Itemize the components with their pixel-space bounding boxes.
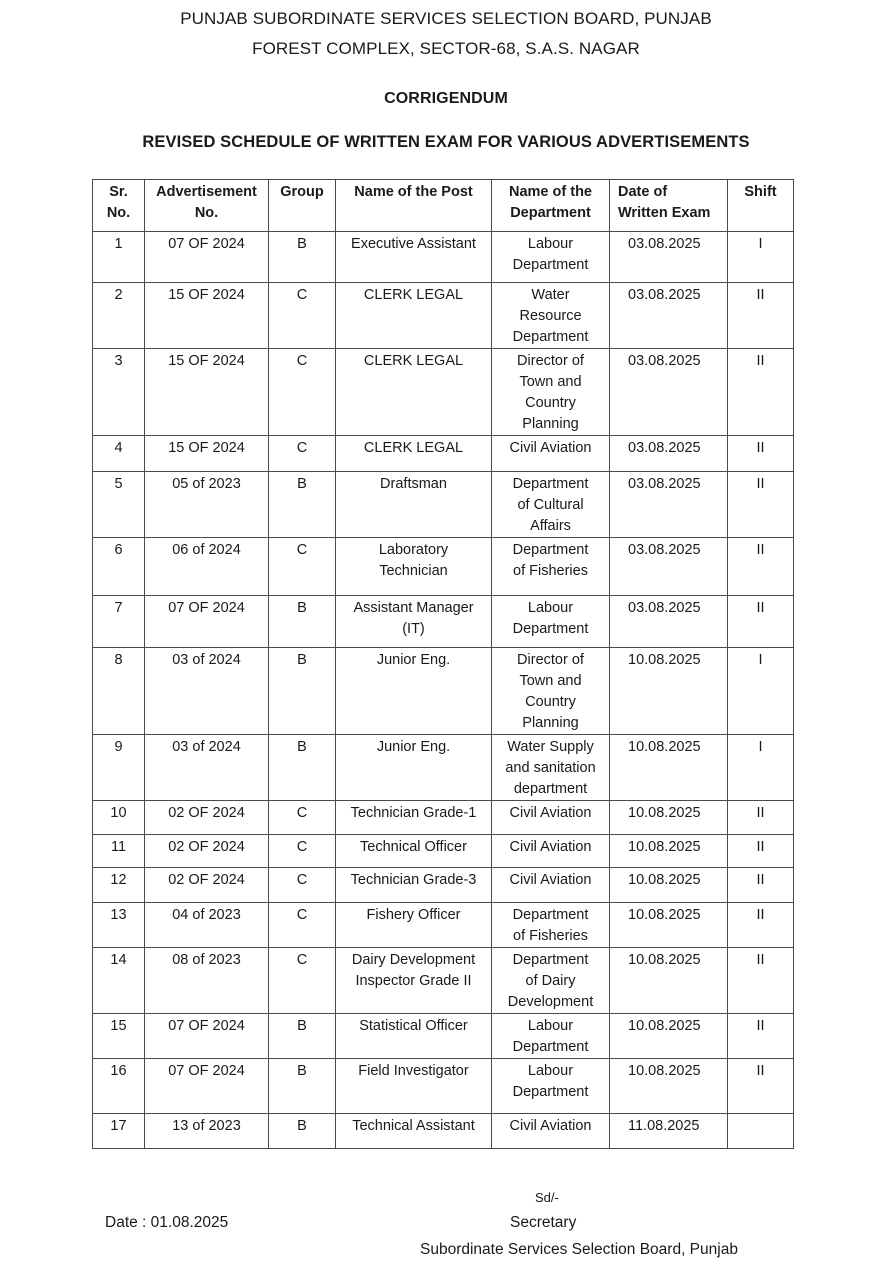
cell-advertisement-no: 03 of 2024 xyxy=(145,735,269,801)
cell-shift: II xyxy=(728,948,794,1014)
cell-sr-no: 11 xyxy=(93,835,145,868)
cell-sr-no: 14 xyxy=(93,948,145,1014)
cell-shift: II xyxy=(728,1059,794,1114)
cell-exam-date: 10.08.2025 xyxy=(610,1014,728,1059)
cell-shift: II xyxy=(728,903,794,948)
cell-department: Water Resource Department xyxy=(492,283,610,349)
cell-exam-date: 03.08.2025 xyxy=(610,283,728,349)
cell-advertisement-no: 08 of 2023 xyxy=(145,948,269,1014)
cell-group: B xyxy=(269,1114,336,1149)
cell-group: B xyxy=(269,1059,336,1114)
cell-sr-no: 6 xyxy=(93,538,145,596)
cell-group: C xyxy=(269,801,336,835)
cell-exam-date: 10.08.2025 xyxy=(610,903,728,948)
cell-advertisement-no: 05 of 2023 xyxy=(145,472,269,538)
cell-group: C xyxy=(269,349,336,436)
cell-advertisement-no: 13 of 2023 xyxy=(145,1114,269,1149)
table-row xyxy=(93,436,794,472)
board-address: FOREST COMPLEX, SECTOR-68, S.A.S. NAGAR xyxy=(252,39,640,58)
cell-department: Civil Aviation xyxy=(492,835,610,868)
cell-post-name: CLERK LEGAL xyxy=(336,349,492,436)
cell-exam-date: 03.08.2025 xyxy=(610,472,728,538)
cell-shift: II xyxy=(728,596,794,648)
signatory-organisation: Subordinate Services Selection Board, Punjab xyxy=(420,1241,738,1258)
cell-advertisement-no: 07 OF 2024 xyxy=(145,232,269,283)
cell-exam-date: 03.08.2025 xyxy=(610,349,728,436)
cell-sr-no: 4 xyxy=(93,436,145,472)
cell-shift: I xyxy=(728,735,794,801)
cell-sr-no: 8 xyxy=(93,648,145,735)
cell-post-name: Technician Grade-1 xyxy=(336,801,492,835)
table-row xyxy=(93,801,794,835)
cell-post-name: Dairy Development Inspector Grade II xyxy=(336,948,492,1014)
cell-group: B xyxy=(269,232,336,283)
cell-advertisement-no: 02 OF 2024 xyxy=(145,868,269,903)
cell-post-name: Technician Grade-3 xyxy=(336,868,492,903)
col-header-advertisement-no: Advertisement No. xyxy=(145,180,269,232)
cell-sr-no: 13 xyxy=(93,903,145,948)
cell-group: C xyxy=(269,835,336,868)
cell-advertisement-no: 06 of 2024 xyxy=(145,538,269,596)
cell-exam-date: 10.08.2025 xyxy=(610,1059,728,1114)
cell-exam-date: 11.08.2025 xyxy=(610,1114,728,1149)
cell-post-name: CLERK LEGAL xyxy=(336,436,492,472)
cell-post-name: Laboratory Technician xyxy=(336,538,492,596)
col-header-sr-no: Sr. No. xyxy=(93,180,145,232)
cell-exam-date: 03.08.2025 xyxy=(610,596,728,648)
cell-department: Labour Department xyxy=(492,1059,610,1114)
cell-shift: II xyxy=(728,349,794,436)
cell-shift: II xyxy=(728,801,794,835)
cell-post-name: Statistical Officer xyxy=(336,1014,492,1059)
cell-advertisement-no: 07 OF 2024 xyxy=(145,1059,269,1114)
cell-group: B xyxy=(269,735,336,801)
table-row xyxy=(93,349,794,436)
table-row xyxy=(93,1059,794,1114)
cell-sr-no: 16 xyxy=(93,1059,145,1114)
cell-group: B xyxy=(269,472,336,538)
cell-post-name: Fishery Officer xyxy=(336,903,492,948)
cell-shift: II xyxy=(728,868,794,903)
table-row xyxy=(93,868,794,903)
cell-advertisement-no: 02 OF 2024 xyxy=(145,835,269,868)
col-header-shift: Shift xyxy=(728,180,794,232)
cell-group: C xyxy=(269,538,336,596)
issue-date: Date : 01.08.2025 xyxy=(105,1214,229,1231)
cell-department: Civil Aviation xyxy=(492,868,610,903)
cell-department: Department of Dairy Development xyxy=(492,948,610,1014)
cell-advertisement-no: 15 OF 2024 xyxy=(145,436,269,472)
cell-shift: I xyxy=(728,648,794,735)
cell-post-name: CLERK LEGAL xyxy=(336,283,492,349)
cell-advertisement-no: 07 OF 2024 xyxy=(145,596,269,648)
cell-department: Department of Fisheries xyxy=(492,538,610,596)
cell-department: Labour Department xyxy=(492,232,610,283)
cell-department: Labour Department xyxy=(492,1014,610,1059)
cell-sr-no: 2 xyxy=(93,283,145,349)
cell-post-name: Assistant Manager (IT) xyxy=(336,596,492,648)
cell-department: Water Supply and sanitation department xyxy=(492,735,610,801)
cell-advertisement-no: 15 OF 2024 xyxy=(145,283,269,349)
cell-post-name: Junior Eng. xyxy=(336,648,492,735)
table-row xyxy=(93,283,794,349)
cell-department: Civil Aviation xyxy=(492,1114,610,1149)
cell-post-name: Technical Officer xyxy=(336,835,492,868)
cell-shift: II xyxy=(728,835,794,868)
cell-advertisement-no: 03 of 2024 xyxy=(145,648,269,735)
col-header-exam-date: Date of Written Exam xyxy=(610,180,728,232)
cell-post-name: Draftsman xyxy=(336,472,492,538)
cell-department: Civil Aviation xyxy=(492,801,610,835)
cell-exam-date: 10.08.2025 xyxy=(610,835,728,868)
table-row xyxy=(93,596,794,648)
cell-exam-date: 10.08.2025 xyxy=(610,801,728,835)
cell-shift: II xyxy=(728,436,794,472)
cell-group: C xyxy=(269,283,336,349)
cell-group: C xyxy=(269,868,336,903)
cell-shift: II xyxy=(728,1014,794,1059)
cell-advertisement-no: 02 OF 2024 xyxy=(145,801,269,835)
exam-schedule-table xyxy=(92,179,794,1149)
table-row xyxy=(93,1014,794,1059)
cell-department: Department of Fisheries xyxy=(492,903,610,948)
cell-group: C xyxy=(269,903,336,948)
cell-sr-no: 17 xyxy=(93,1114,145,1149)
cell-sr-no: 3 xyxy=(93,349,145,436)
cell-exam-date: 03.08.2025 xyxy=(610,232,728,283)
cell-sr-no: 1 xyxy=(93,232,145,283)
cell-group: B xyxy=(269,596,336,648)
cell-sr-no: 7 xyxy=(93,596,145,648)
cell-shift: I xyxy=(728,232,794,283)
cell-advertisement-no: 15 OF 2024 xyxy=(145,349,269,436)
cell-sr-no: 12 xyxy=(93,868,145,903)
notice-subject-heading: REVISED SCHEDULE OF WRITTEN EXAM FOR VARIOUS ADVERTISEMENTS xyxy=(142,133,750,151)
cell-group: B xyxy=(269,1014,336,1059)
cell-department: Labour Department xyxy=(492,596,610,648)
cell-group: C xyxy=(269,948,336,1014)
table-header-row xyxy=(93,180,794,232)
cell-department: Director of Town and Country Planning xyxy=(492,648,610,735)
cell-sr-no: 15 xyxy=(93,1014,145,1059)
cell-sr-no: 5 xyxy=(93,472,145,538)
signatory-designation: Secretary xyxy=(510,1214,577,1231)
cell-department: Civil Aviation xyxy=(492,436,610,472)
signed-mark: Sd/- xyxy=(535,1190,559,1205)
cell-shift xyxy=(728,1114,794,1149)
table-row xyxy=(93,538,794,596)
cell-exam-date: 03.08.2025 xyxy=(610,436,728,472)
cell-exam-date: 10.08.2025 xyxy=(610,948,728,1014)
notice-type-heading: CORRIGENDUM xyxy=(384,90,508,107)
cell-exam-date: 03.08.2025 xyxy=(610,538,728,596)
table-row xyxy=(93,232,794,283)
cell-sr-no: 9 xyxy=(93,735,145,801)
cell-group: B xyxy=(269,648,336,735)
cell-department: Director of Town and Country Planning xyxy=(492,349,610,436)
cell-shift: II xyxy=(728,472,794,538)
cell-advertisement-no: 04 of 2023 xyxy=(145,903,269,948)
col-header-post-name: Name of the Post xyxy=(336,180,492,232)
cell-post-name: Junior Eng. xyxy=(336,735,492,801)
table-row xyxy=(93,1114,794,1149)
cell-exam-date: 10.08.2025 xyxy=(610,868,728,903)
cell-exam-date: 10.08.2025 xyxy=(610,648,728,735)
cell-group: C xyxy=(269,436,336,472)
table-row xyxy=(93,735,794,801)
cell-department: Department of Cultural Affairs xyxy=(492,472,610,538)
table-row xyxy=(93,948,794,1014)
col-header-group: Group xyxy=(269,180,336,232)
col-header-department: Name of the Department xyxy=(492,180,610,232)
cell-post-name: Field Investigator xyxy=(336,1059,492,1114)
cell-shift: II xyxy=(728,283,794,349)
table-row xyxy=(93,903,794,948)
board-name: PUNJAB SUBORDINATE SERVICES SELECTION BOARD, PUNJAB xyxy=(180,9,712,28)
cell-sr-no: 10 xyxy=(93,801,145,835)
cell-post-name: Technical Assistant xyxy=(336,1114,492,1149)
cell-shift: II xyxy=(728,538,794,596)
cell-post-name: Executive Assistant xyxy=(336,232,492,283)
table-row xyxy=(93,648,794,735)
cell-advertisement-no: 07 OF 2024 xyxy=(145,1014,269,1059)
table-row xyxy=(93,835,794,868)
table-row xyxy=(93,472,794,538)
cell-exam-date: 10.08.2025 xyxy=(610,735,728,801)
